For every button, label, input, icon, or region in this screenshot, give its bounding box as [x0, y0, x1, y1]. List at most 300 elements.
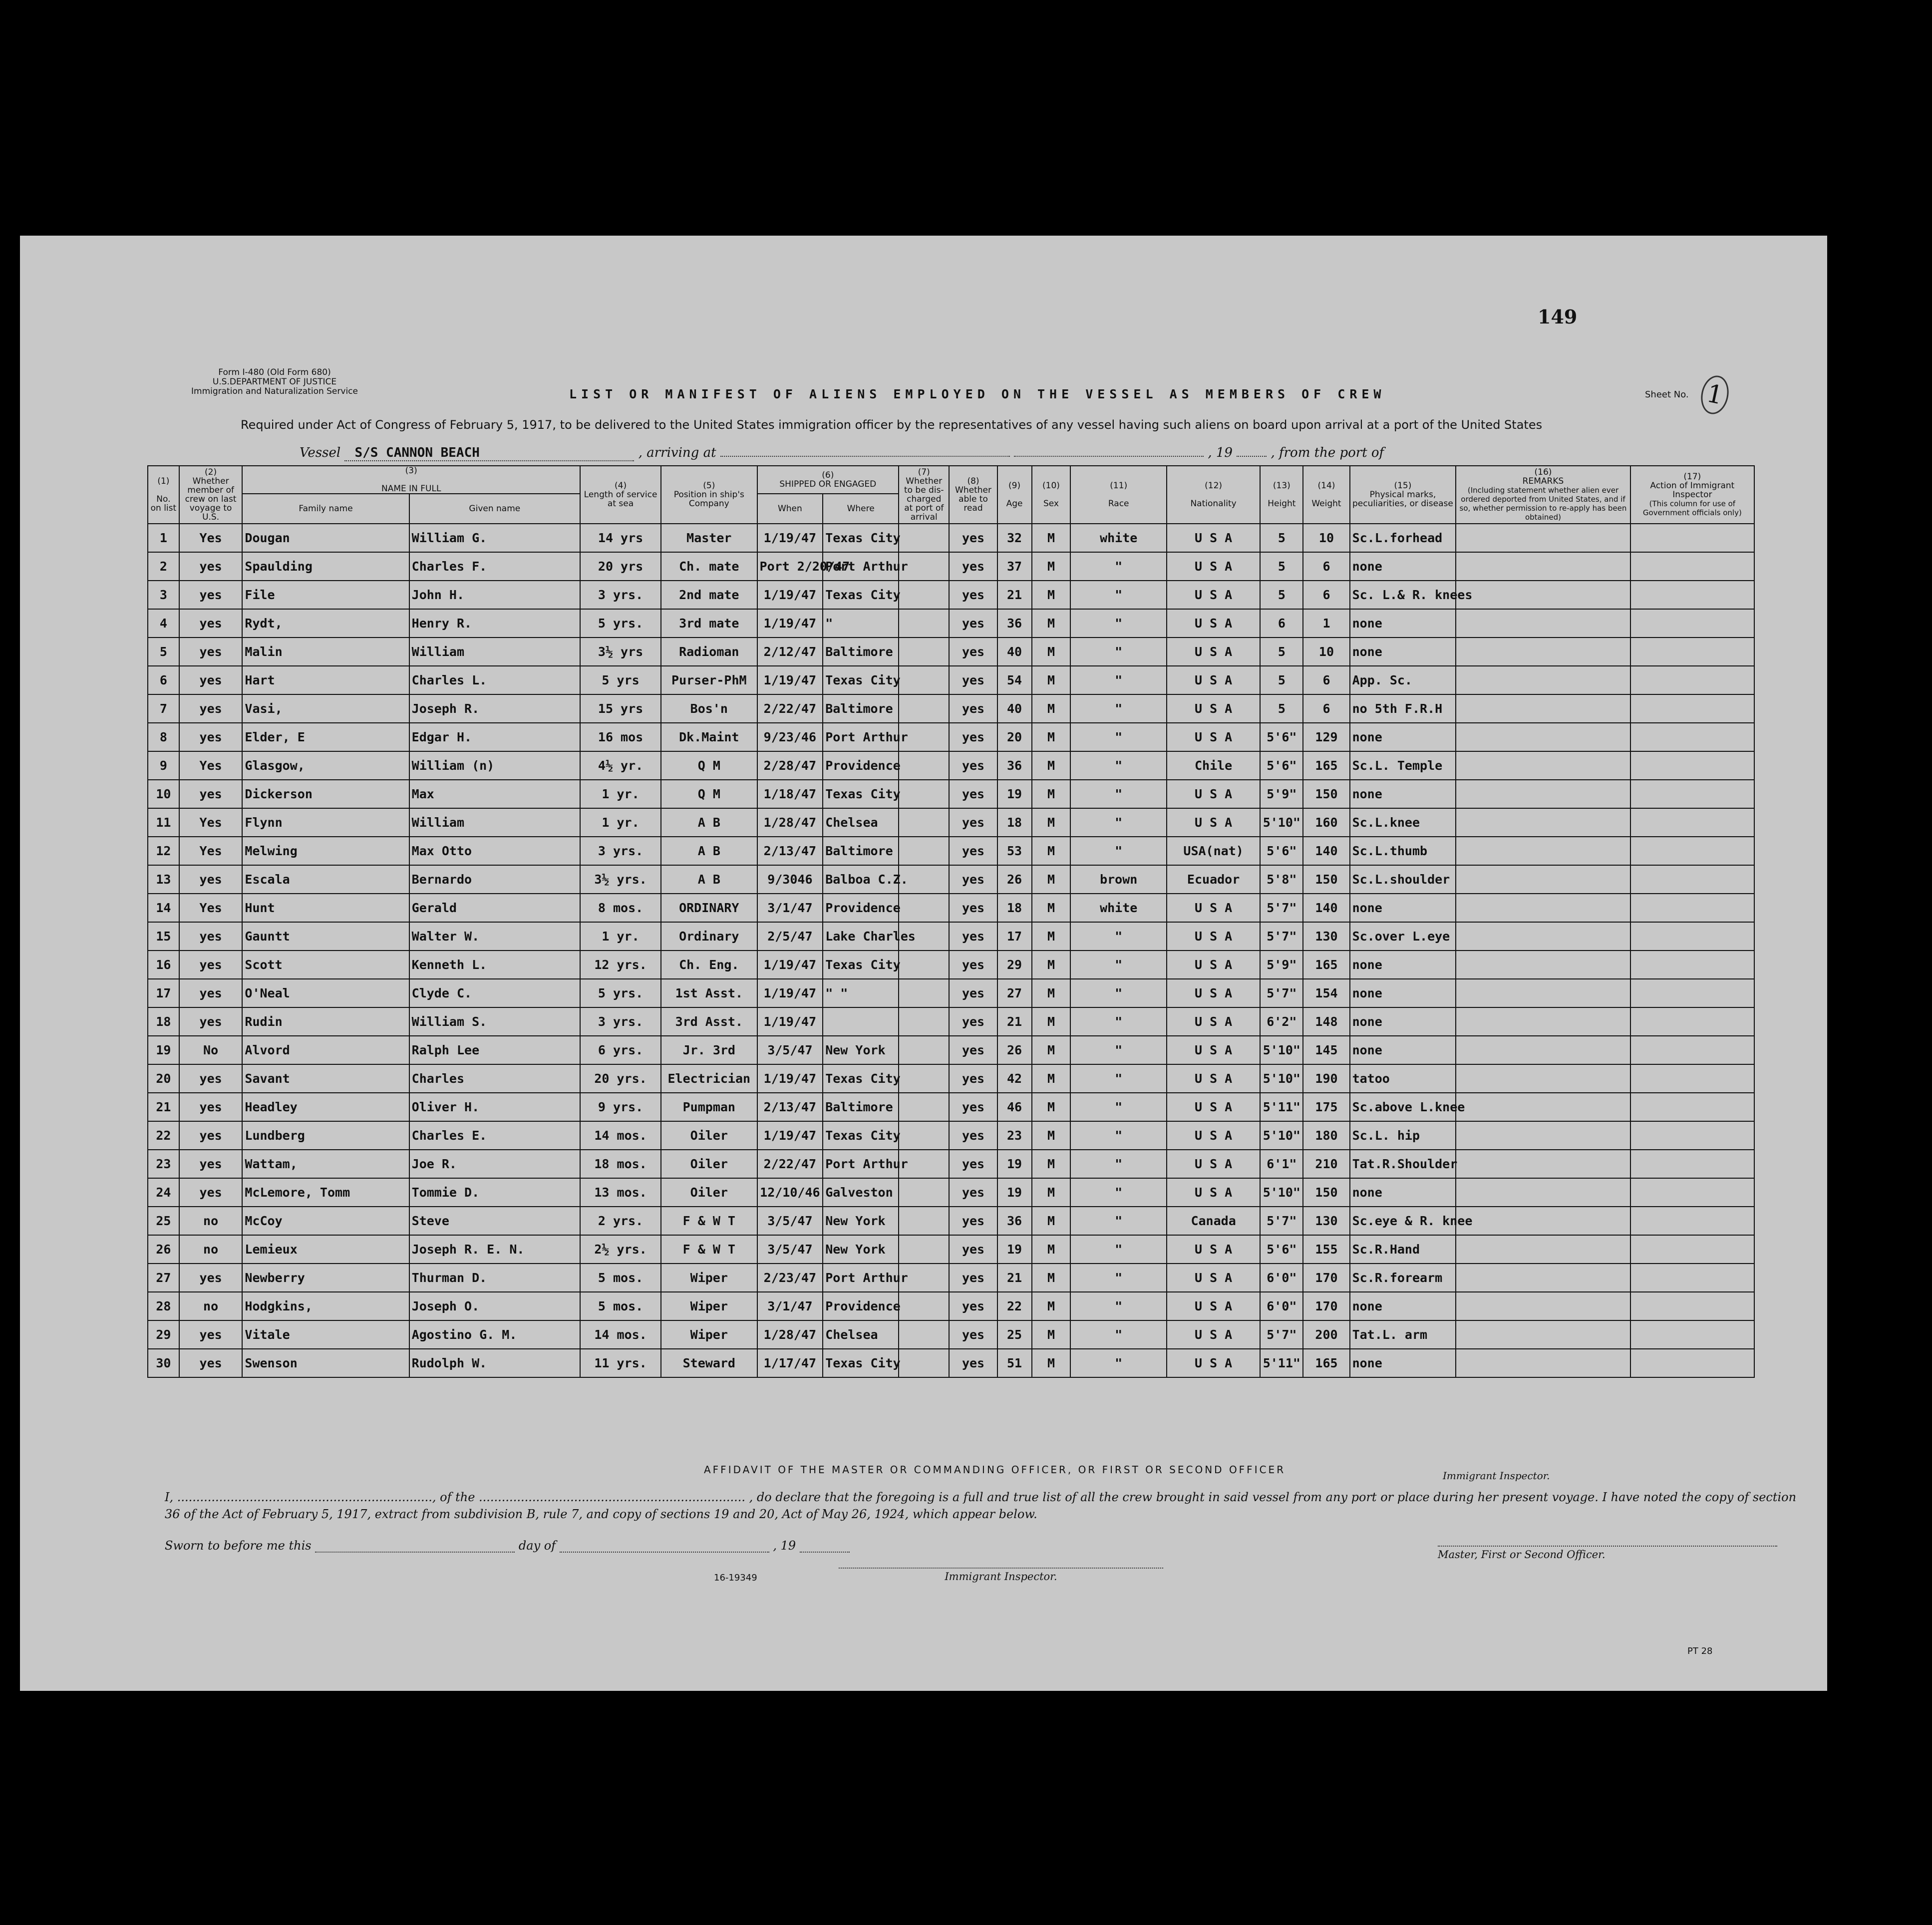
cell-row-number: 25	[148, 1207, 179, 1235]
table-row	[148, 865, 1754, 894]
cell-sex: M	[1032, 1320, 1071, 1349]
cell-weight: 165	[1303, 951, 1349, 979]
cell-physical-marks: Sc. L.& R. knees	[1350, 581, 1456, 609]
cell-position: Master	[661, 524, 757, 552]
col-header-action: (17) Action of Immigrant Inspector (This column for use of Government officials only)	[1630, 466, 1754, 524]
cell-position: F & W T	[661, 1207, 757, 1235]
cell-able-to-read: yes	[949, 808, 997, 837]
cell-shipped-where: Texas City	[823, 1064, 899, 1093]
table-row	[148, 951, 1754, 979]
cell-position: Purser-PhM	[661, 666, 757, 694]
cell-nationality: U S A	[1167, 808, 1260, 837]
cell-age: 26	[997, 1036, 1032, 1064]
manifest-title: LIST OR MANIFEST OF ALIENS EMPLOYED ON THE VESSEL AS MEMBERS OF CREW	[569, 387, 1386, 401]
cell-last-voyage: Yes	[179, 808, 243, 837]
cell-position: Radioman	[661, 638, 757, 666]
cell-height: 5	[1260, 552, 1303, 581]
cell-remarks	[1456, 1349, 1630, 1377]
cell-age: 42	[997, 1064, 1032, 1093]
cell-nationality: U S A	[1167, 1093, 1260, 1121]
cell-position: A B	[661, 837, 757, 865]
cell-shipped-where: Port Arthur	[823, 1150, 899, 1178]
cell-remarks	[1456, 1064, 1630, 1093]
cell-shipped-when: 9/3046	[757, 865, 823, 894]
cell-row-number: 19	[148, 1036, 179, 1064]
cell-position: Oiler	[661, 1121, 757, 1150]
cell-nationality: U S A	[1167, 694, 1260, 723]
cell-row-number: 26	[148, 1235, 179, 1264]
cell-race: "	[1070, 1207, 1166, 1235]
cell-shipped-where	[823, 1007, 899, 1036]
cell-discharged	[899, 1036, 949, 1064]
cell-physical-marks: Sc.above L.knee	[1350, 1093, 1456, 1121]
cell-able-to-read: yes	[949, 1150, 997, 1178]
cell-service-length: 13 mos.	[580, 1178, 661, 1207]
cell-able-to-read: yes	[949, 780, 997, 808]
cell-able-to-read: yes	[949, 865, 997, 894]
col-header-name: (3) NAME IN FULL	[242, 466, 580, 494]
cell-row-number: 14	[148, 894, 179, 922]
col-header-marks: (15) Physical marks, peculiarities, or disease	[1350, 466, 1456, 524]
table-row	[148, 1264, 1754, 1292]
cell-given-name: Bernardo	[409, 865, 580, 894]
cell-position: Ch. mate	[661, 552, 757, 581]
table-row	[148, 1207, 1754, 1235]
cell-inspector-action	[1630, 894, 1754, 922]
cell-shipped-where: Balboa C.Z.	[823, 865, 899, 894]
cell-weight: 150	[1303, 865, 1349, 894]
cell-service-length: 18 mos.	[580, 1150, 661, 1178]
cell-remarks	[1456, 1093, 1630, 1121]
cell-row-number: 9	[148, 751, 179, 780]
page-number: 149	[1538, 306, 1578, 328]
cell-row-number: 7	[148, 694, 179, 723]
cell-shipped-when: 2/28/47	[757, 751, 823, 780]
cell-shipped-where: Port Arthur	[823, 723, 899, 751]
cell-race: "	[1070, 1007, 1166, 1036]
cell-given-name: Gerald	[409, 894, 580, 922]
cell-remarks	[1456, 837, 1630, 865]
col-header-sex: (10) Sex	[1032, 466, 1071, 524]
col-header-position: (5) Position in ship's Company	[661, 466, 757, 524]
cell-physical-marks: Sc.R.forearm	[1350, 1264, 1456, 1292]
cell-sex: M	[1032, 1235, 1071, 1264]
cell-family-name: O'Neal	[242, 979, 409, 1007]
cell-service-length: 3 yrs.	[580, 581, 661, 609]
cell-shipped-where: "	[823, 609, 899, 638]
cell-height: 5'6"	[1260, 1235, 1303, 1264]
cell-weight: 165	[1303, 751, 1349, 780]
cell-shipped-where: Texas City	[823, 1121, 899, 1150]
cell-remarks	[1456, 723, 1630, 751]
cell-age: 20	[997, 723, 1032, 751]
cell-discharged	[899, 1093, 949, 1121]
cell-age: 36	[997, 751, 1032, 780]
cell-nationality: USA(nat)	[1167, 837, 1260, 865]
cell-physical-marks: none	[1350, 1036, 1456, 1064]
cell-physical-marks: Sc.L.knee	[1350, 808, 1456, 837]
cell-position: Steward	[661, 1349, 757, 1377]
cell-remarks	[1456, 552, 1630, 581]
vessel-label: Vessel	[300, 445, 341, 460]
cell-given-name: Max Otto	[409, 837, 580, 865]
cell-nationality: U S A	[1167, 1178, 1260, 1207]
col-header-weight: (14) Weight	[1303, 466, 1349, 524]
cell-shipped-where: Chelsea	[823, 808, 899, 837]
cell-family-name: Swenson	[242, 1349, 409, 1377]
cell-discharged	[899, 808, 949, 837]
cell-family-name: Hodgkins,	[242, 1292, 409, 1320]
table-row	[148, 1064, 1754, 1093]
cell-last-voyage: yes	[179, 1121, 243, 1150]
cell-sex: M	[1032, 1093, 1071, 1121]
cell-shipped-when: 2/22/47	[757, 1150, 823, 1178]
cell-last-voyage: yes	[179, 552, 243, 581]
cell-weight: 6	[1303, 552, 1349, 581]
cell-position: Jr. 3rd	[661, 1036, 757, 1064]
cell-able-to-read: yes	[949, 922, 997, 951]
cell-inspector-action	[1630, 524, 1754, 552]
cell-race: white	[1070, 894, 1166, 922]
cell-position: Dk.Maint	[661, 723, 757, 751]
cell-family-name: Rydt,	[242, 609, 409, 638]
cell-able-to-read: yes	[949, 1349, 997, 1377]
cell-age: 23	[997, 1121, 1032, 1150]
cell-shipped-when: 1/19/47	[757, 1007, 823, 1036]
cell-able-to-read: yes	[949, 1064, 997, 1093]
cell-inspector-action	[1630, 1007, 1754, 1036]
cell-given-name: Henry R.	[409, 609, 580, 638]
cell-remarks	[1456, 1007, 1630, 1036]
cell-physical-marks: Sc.L. Temple	[1350, 751, 1456, 780]
cell-shipped-where: Texas City	[823, 581, 899, 609]
cell-inspector-action	[1630, 951, 1754, 979]
cell-remarks	[1456, 865, 1630, 894]
cell-height: 5	[1260, 581, 1303, 609]
cell-remarks	[1456, 666, 1630, 694]
cell-shipped-when: 1/19/47	[757, 951, 823, 979]
cell-given-name: Joseph O.	[409, 1292, 580, 1320]
cell-shipped-when: 1/19/47	[757, 581, 823, 609]
sworn-year-label: , 19	[773, 1539, 796, 1553]
table-row	[148, 1349, 1754, 1377]
cell-shipped-where: Providence	[823, 751, 899, 780]
cell-shipped-when: 1/28/47	[757, 808, 823, 837]
cell-race: "	[1070, 1320, 1166, 1349]
cell-race: "	[1070, 922, 1166, 951]
cell-nationality: U S A	[1167, 1292, 1260, 1320]
cell-race: "	[1070, 751, 1166, 780]
cell-race: "	[1070, 609, 1166, 638]
cell-last-voyage: yes	[179, 666, 243, 694]
cell-weight: 155	[1303, 1235, 1349, 1264]
cell-sex: M	[1032, 865, 1071, 894]
cell-family-name: Vitale	[242, 1320, 409, 1349]
arriving-label: , arriving at	[638, 445, 716, 460]
cell-age: 22	[997, 1292, 1032, 1320]
cell-service-length: 3 yrs.	[580, 1007, 661, 1036]
cell-nationality: U S A	[1167, 1320, 1260, 1349]
cell-age: 36	[997, 609, 1032, 638]
cell-weight: 145	[1303, 1036, 1349, 1064]
cell-weight: 6	[1303, 694, 1349, 723]
cell-weight: 170	[1303, 1264, 1349, 1292]
cell-shipped-when: 2/13/47	[757, 837, 823, 865]
cell-row-number: 28	[148, 1292, 179, 1320]
cell-age: 19	[997, 780, 1032, 808]
cell-race: "	[1070, 666, 1166, 694]
cell-inspector-action	[1630, 1150, 1754, 1178]
cell-given-name: William	[409, 808, 580, 837]
cell-shipped-when: 3/1/47	[757, 1292, 823, 1320]
cell-row-number: 24	[148, 1178, 179, 1207]
cell-race: "	[1070, 552, 1166, 581]
cell-shipped-when: 1/19/47	[757, 524, 823, 552]
cell-given-name: William	[409, 638, 580, 666]
cell-family-name: Headley	[242, 1093, 409, 1121]
cell-row-number: 6	[148, 666, 179, 694]
cell-remarks	[1456, 609, 1630, 638]
cell-sex: M	[1032, 609, 1071, 638]
cell-last-voyage: yes	[179, 1064, 243, 1093]
cell-shipped-where: Baltimore	[823, 694, 899, 723]
cell-shipped-where: Texas City	[823, 666, 899, 694]
cell-height: 5'6"	[1260, 751, 1303, 780]
cell-discharged	[899, 581, 949, 609]
cell-weight: 180	[1303, 1121, 1349, 1150]
pt-code: PT 28	[1687, 1646, 1713, 1656]
cell-discharged	[899, 1292, 949, 1320]
form-code: 16-19349	[714, 1573, 757, 1583]
cell-discharged	[899, 1121, 949, 1150]
cell-discharged	[899, 751, 949, 780]
cell-age: 18	[997, 808, 1032, 837]
cell-given-name: Joseph R. E. N.	[409, 1235, 580, 1264]
cell-physical-marks: none	[1350, 609, 1456, 638]
cell-sex: M	[1032, 666, 1071, 694]
cell-age: 19	[997, 1235, 1032, 1264]
cell-last-voyage: yes	[179, 1349, 243, 1377]
cell-given-name: William G.	[409, 524, 580, 552]
cell-service-length: 14 mos.	[580, 1121, 661, 1150]
cell-row-number: 20	[148, 1064, 179, 1093]
cell-row-number: 12	[148, 837, 179, 865]
cell-given-name: Clyde C.	[409, 979, 580, 1007]
sworn-day-field	[315, 1541, 515, 1553]
cell-sex: M	[1032, 951, 1071, 979]
cell-physical-marks: Sc.L.shoulder	[1350, 865, 1456, 894]
cell-discharged	[899, 524, 949, 552]
cell-race: "	[1070, 1064, 1166, 1093]
cell-last-voyage: Yes	[179, 894, 243, 922]
cell-last-voyage: yes	[179, 951, 243, 979]
cell-able-to-read: yes	[949, 1007, 997, 1036]
cell-physical-marks: Tat.R.Shoulder	[1350, 1150, 1456, 1178]
cell-family-name: Gauntt	[242, 922, 409, 951]
col-header-age: (9) Age	[997, 466, 1032, 524]
cell-height: 6'0"	[1260, 1292, 1303, 1320]
cell-family-name: Newberry	[242, 1264, 409, 1292]
cell-inspector-action	[1630, 1264, 1754, 1292]
cell-nationality: U S A	[1167, 1150, 1260, 1178]
cell-given-name: Oliver H.	[409, 1093, 580, 1121]
cell-physical-marks: Sc.eye & R. knee	[1350, 1207, 1456, 1235]
cell-sex: M	[1032, 1036, 1071, 1064]
cell-age: 21	[997, 1007, 1032, 1036]
cell-remarks	[1456, 1264, 1630, 1292]
cell-nationality: U S A	[1167, 1121, 1260, 1150]
cell-given-name: Ralph Lee	[409, 1036, 580, 1064]
cell-last-voyage: yes	[179, 1007, 243, 1036]
cell-position: Q M	[661, 751, 757, 780]
table-row	[148, 780, 1754, 808]
cell-service-length: 12 yrs.	[580, 951, 661, 979]
cell-row-number: 17	[148, 979, 179, 1007]
col-header-family-name: Family name	[242, 494, 409, 524]
cell-race: "	[1070, 1121, 1166, 1150]
cell-height: 5'6"	[1260, 837, 1303, 865]
cell-shipped-where: New York	[823, 1235, 899, 1264]
cell-nationality: U S A	[1167, 1349, 1260, 1377]
cell-last-voyage: yes	[179, 1178, 243, 1207]
cell-last-voyage: Yes	[179, 837, 243, 865]
cell-last-voyage: No	[179, 1036, 243, 1064]
cell-row-number: 11	[148, 808, 179, 837]
cell-service-length: 6 yrs.	[580, 1036, 661, 1064]
manifest-page	[20, 236, 1827, 1691]
cell-age: 25	[997, 1320, 1032, 1349]
cell-position: Q M	[661, 780, 757, 808]
cell-race: "	[1070, 723, 1166, 751]
cell-physical-marks: none	[1350, 638, 1456, 666]
cell-physical-marks: tatoo	[1350, 1064, 1456, 1093]
cell-race: "	[1070, 1349, 1166, 1377]
cell-nationality: U S A	[1167, 1235, 1260, 1264]
cell-remarks	[1456, 694, 1630, 723]
sworn-month-field	[560, 1541, 769, 1553]
immigrant-inspector-label-top: Immigrant Inspector.	[1443, 1470, 1550, 1482]
cell-inspector-action	[1630, 552, 1754, 581]
cell-row-number: 8	[148, 723, 179, 751]
crew-manifest-table	[147, 465, 1755, 1378]
cell-race: "	[1070, 1178, 1166, 1207]
cell-physical-marks: App. Sc.	[1350, 666, 1456, 694]
cell-service-length: 3½ yrs	[580, 638, 661, 666]
sworn-year-field	[800, 1541, 850, 1553]
cell-inspector-action	[1630, 1207, 1754, 1235]
cell-nationality: U S A	[1167, 922, 1260, 951]
cell-last-voyage: Yes	[179, 524, 243, 552]
cell-able-to-read: yes	[949, 524, 997, 552]
cell-given-name: William S.	[409, 1007, 580, 1036]
cell-shipped-when: 1/19/47	[757, 609, 823, 638]
cell-shipped-where: Galveston	[823, 1178, 899, 1207]
cell-inspector-action	[1630, 979, 1754, 1007]
cell-service-length: 15 yrs	[580, 694, 661, 723]
cell-row-number: 5	[148, 638, 179, 666]
cell-position: Pumpman	[661, 1093, 757, 1121]
cell-position: Ch. Eng.	[661, 951, 757, 979]
table-row	[148, 581, 1754, 609]
cell-weight: 140	[1303, 837, 1349, 865]
cell-given-name: Charles	[409, 1064, 580, 1093]
cell-service-length: 20 yrs	[580, 552, 661, 581]
cell-race: "	[1070, 1264, 1166, 1292]
cell-given-name: Max	[409, 780, 580, 808]
cell-last-voyage: no	[179, 1207, 243, 1235]
cell-position: Wiper	[661, 1292, 757, 1320]
cell-age: 54	[997, 666, 1032, 694]
cell-position: Oiler	[661, 1150, 757, 1178]
cell-able-to-read: yes	[949, 1036, 997, 1064]
cell-age: 40	[997, 638, 1032, 666]
cell-row-number: 29	[148, 1320, 179, 1349]
service-name: Immigration and Naturalization Service	[191, 386, 358, 396]
vessel-name: S/S CANNON BEACH	[344, 445, 634, 461]
cell-race: "	[1070, 1150, 1166, 1178]
cell-sex: M	[1032, 723, 1071, 751]
cell-family-name: Elder, E	[242, 723, 409, 751]
cell-weight: 1	[1303, 609, 1349, 638]
cell-able-to-read: yes	[949, 694, 997, 723]
cell-row-number: 4	[148, 609, 179, 638]
cell-family-name: Hunt	[242, 894, 409, 922]
year-field	[1237, 456, 1267, 457]
affidavit-title: AFFIDAVIT OF THE MASTER OR COMMANDING OFFICER, OR FIRST OR SECOND OFFICER	[704, 1464, 1286, 1476]
cell-able-to-read: yes	[949, 1178, 997, 1207]
cell-inspector-action	[1630, 1292, 1754, 1320]
cell-height: 6	[1260, 609, 1303, 638]
cell-position: 3rd mate	[661, 609, 757, 638]
cell-race: brown	[1070, 865, 1166, 894]
cell-able-to-read: yes	[949, 666, 997, 694]
year-label: , 19	[1208, 445, 1233, 460]
cell-given-name: Joseph R.	[409, 694, 580, 723]
cell-able-to-read: yes	[949, 1235, 997, 1264]
cell-nationality: U S A	[1167, 638, 1260, 666]
cell-shipped-where: Baltimore	[823, 1093, 899, 1121]
cell-able-to-read: yes	[949, 751, 997, 780]
table-row	[148, 1093, 1754, 1121]
cell-given-name: Kenneth L.	[409, 951, 580, 979]
cell-shipped-when: 3/1/47	[757, 894, 823, 922]
cell-able-to-read: yes	[949, 1207, 997, 1235]
cell-service-length: 4½ yr.	[580, 751, 661, 780]
cell-family-name: Scott	[242, 951, 409, 979]
arrival-date-field	[1014, 456, 1204, 457]
cell-sex: M	[1032, 1207, 1071, 1235]
cell-age: 19	[997, 1150, 1032, 1178]
cell-service-length: 5 yrs	[580, 666, 661, 694]
from-port-label: , from the port of	[1271, 445, 1384, 460]
cell-inspector-action	[1630, 1349, 1754, 1377]
cell-last-voyage: yes	[179, 609, 243, 638]
cell-age: 40	[997, 694, 1032, 723]
cell-family-name: Wattam,	[242, 1150, 409, 1178]
cell-family-name: Dickerson	[242, 780, 409, 808]
cell-nationality: U S A	[1167, 780, 1260, 808]
cell-height: 6'0"	[1260, 1264, 1303, 1292]
cell-nationality: U S A	[1167, 552, 1260, 581]
cell-row-number: 23	[148, 1150, 179, 1178]
cell-discharged	[899, 1178, 949, 1207]
cell-inspector-action	[1630, 1320, 1754, 1349]
cell-age: 27	[997, 979, 1032, 1007]
cell-sex: M	[1032, 638, 1071, 666]
col-header-service: (4) Length of service at sea	[580, 466, 661, 524]
cell-shipped-when: 2/13/47	[757, 1093, 823, 1121]
cell-able-to-read: yes	[949, 951, 997, 979]
